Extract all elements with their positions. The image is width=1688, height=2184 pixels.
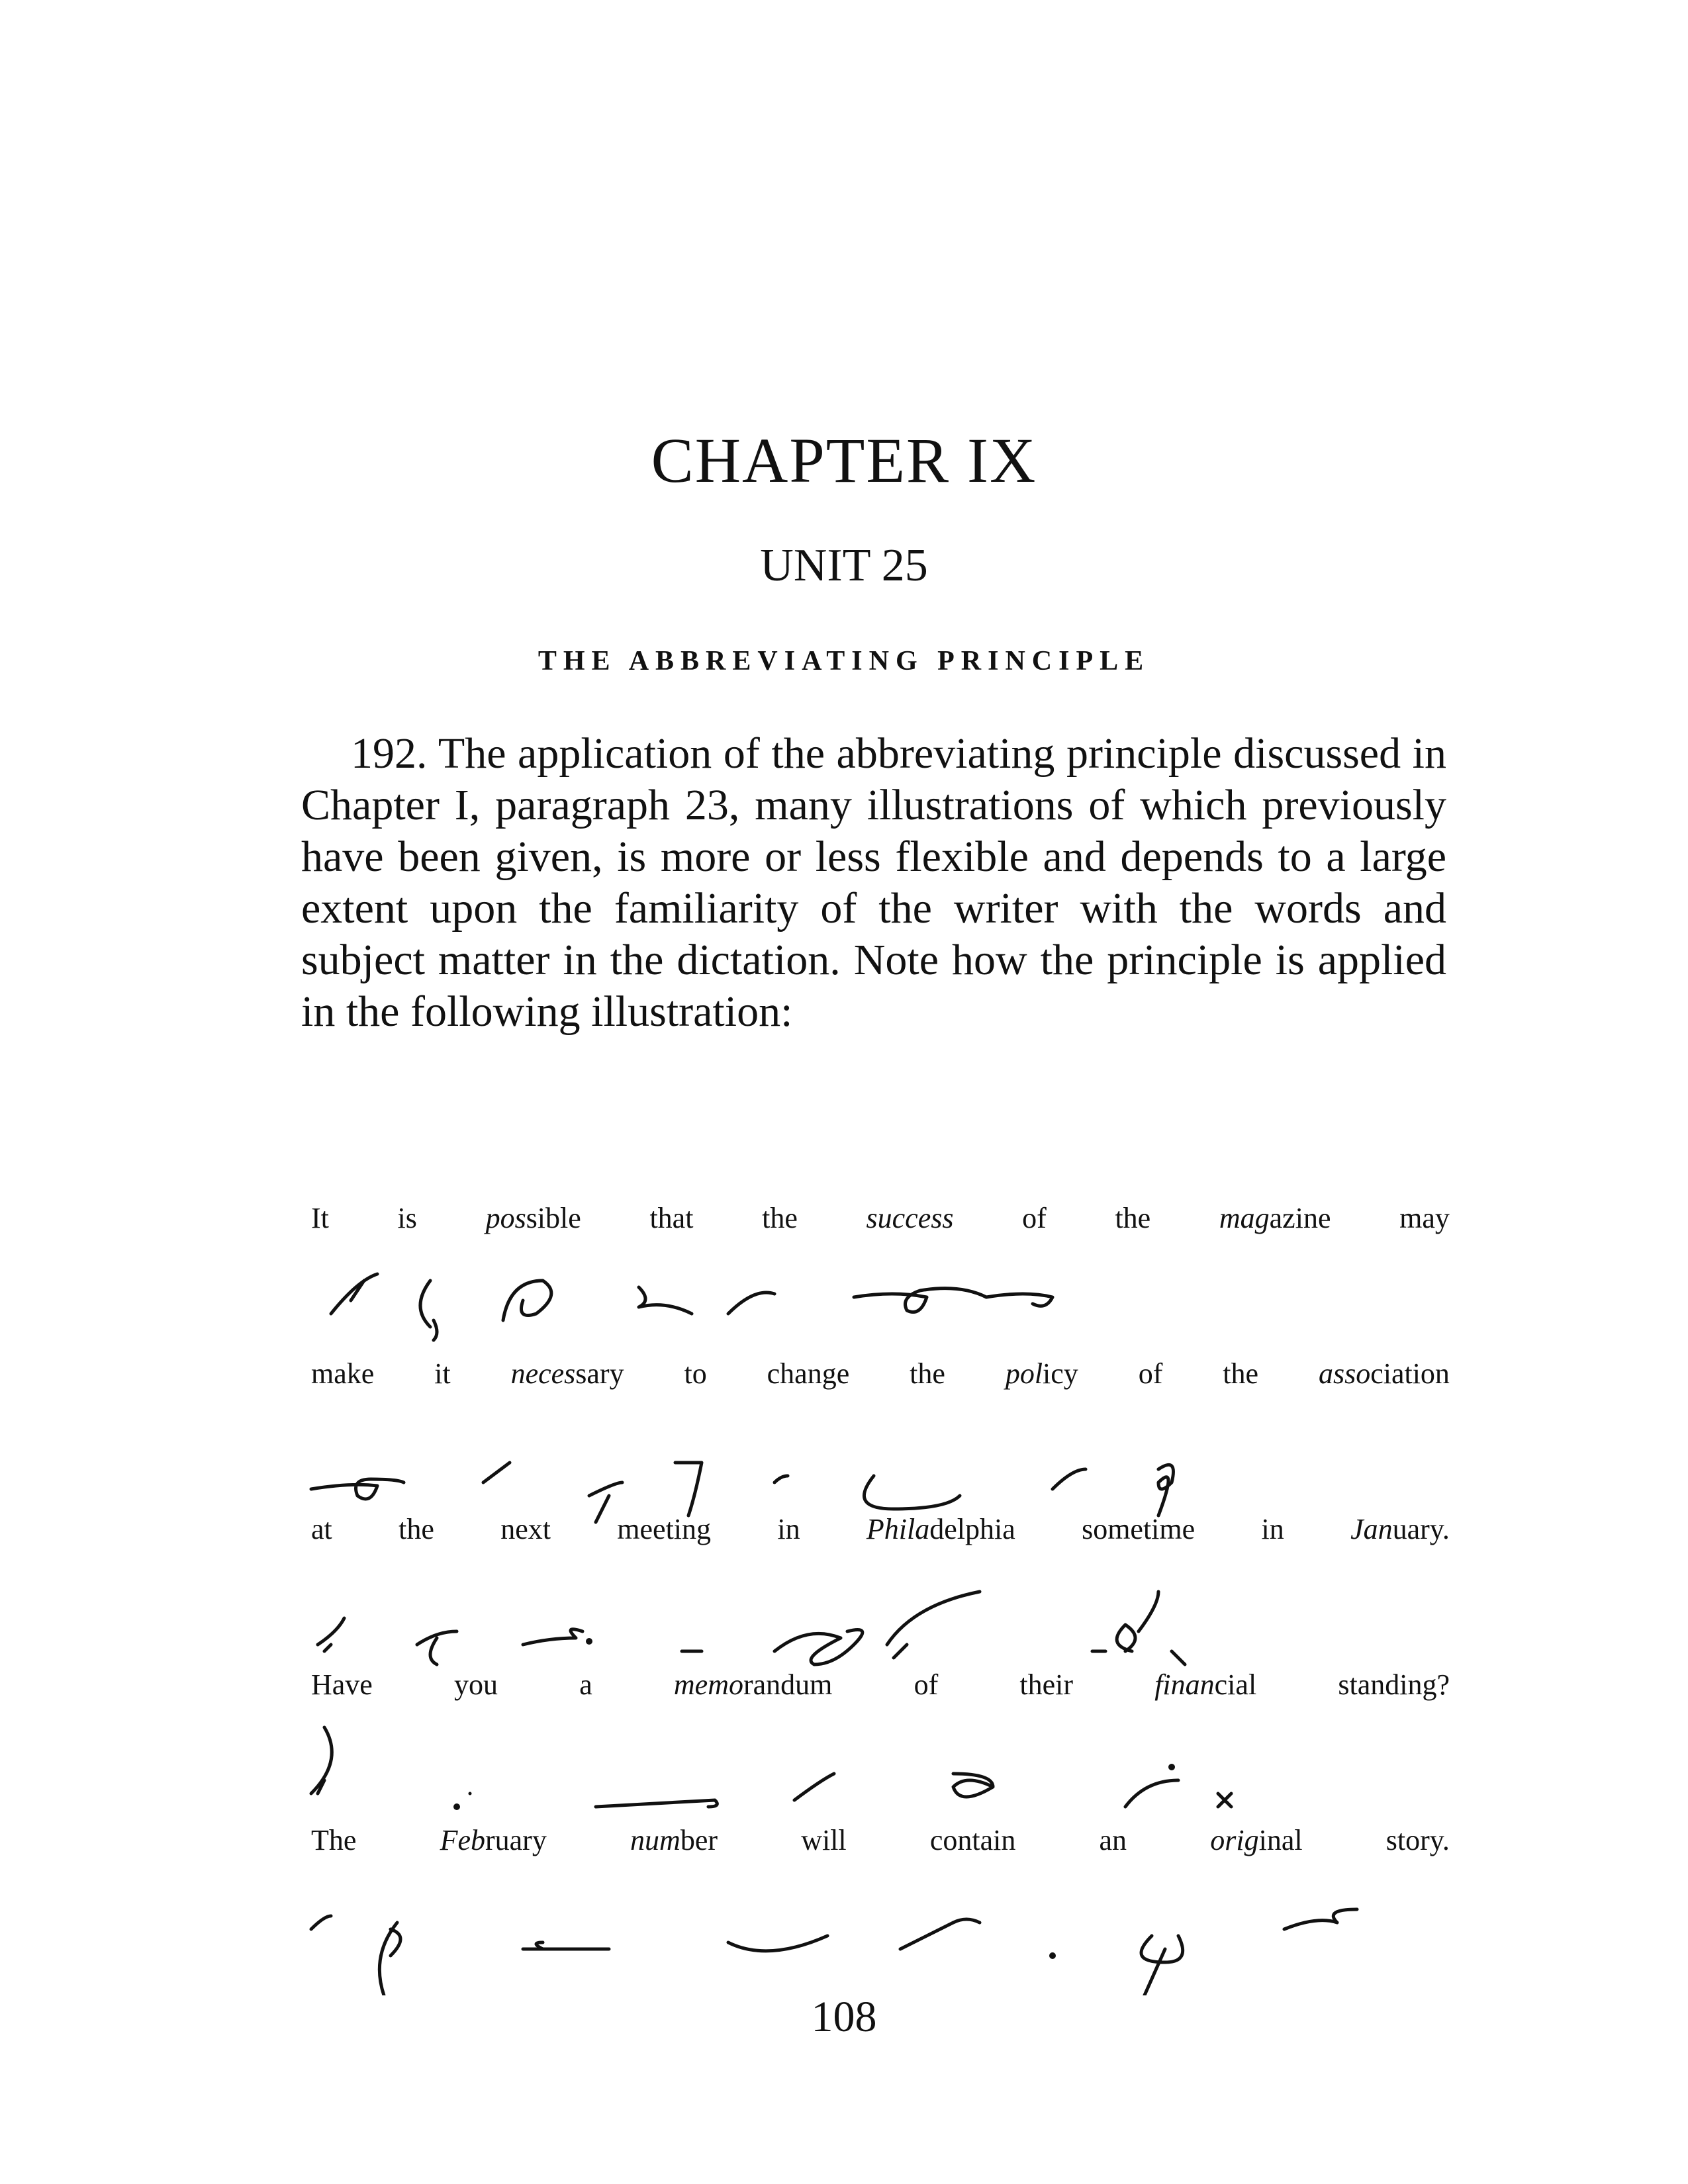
illustration-word bbox=[434, 1357, 450, 1390]
illustration-word bbox=[684, 1357, 707, 1390]
illustration-word-plain: sary bbox=[575, 1357, 624, 1390]
illustration-word bbox=[486, 1201, 581, 1235]
shorthand-outline bbox=[986, 1294, 1053, 1306]
shorthand-outline bbox=[1139, 1936, 1183, 1995]
shorthand-outline bbox=[1125, 1780, 1178, 1807]
page-number: 108 bbox=[811, 1993, 877, 2041]
illustration-word-plain: It bbox=[311, 1202, 329, 1234]
illustration-word bbox=[1115, 1201, 1150, 1235]
illustration-word bbox=[399, 1512, 434, 1546]
illustration-word-plain: randum bbox=[743, 1668, 833, 1701]
illustration-word-plain: the bbox=[762, 1202, 798, 1234]
illustration-word bbox=[1399, 1201, 1450, 1235]
illustration-word bbox=[1022, 1201, 1047, 1235]
illustration-word-italic: Feb bbox=[440, 1824, 485, 1856]
shorthand-outline bbox=[1284, 1909, 1357, 1929]
shorthand-outline bbox=[379, 1923, 400, 1995]
illustration-word-italic: success bbox=[866, 1202, 954, 1234]
shorthand-outline bbox=[728, 1936, 827, 1951]
illustration-word-plain: it bbox=[434, 1357, 451, 1390]
shorthand-outline bbox=[311, 1479, 404, 1499]
illustration-word bbox=[1019, 1668, 1073, 1702]
shorthand-outline-row bbox=[305, 1396, 1456, 1529]
shorthand-outline bbox=[417, 1631, 457, 1664]
shorthand-outline-row bbox=[305, 1552, 1456, 1684]
illustration-word bbox=[1100, 1823, 1127, 1857]
shorthand-outline bbox=[1092, 1592, 1158, 1651]
shorthand-outline bbox=[311, 1916, 331, 1929]
illustration-word-plain: their bbox=[1019, 1668, 1074, 1701]
shorthand-outline bbox=[596, 1800, 717, 1807]
illustration-word bbox=[914, 1668, 939, 1702]
illustration-word-plain: The bbox=[311, 1824, 357, 1856]
shorthand-outline bbox=[774, 1630, 863, 1665]
illustration-word bbox=[311, 1512, 332, 1546]
illustration-word bbox=[1338, 1668, 1450, 1702]
illustration-word-plain: of bbox=[914, 1668, 939, 1701]
shorthand-outline bbox=[1053, 1469, 1086, 1489]
shorthand-outline bbox=[311, 1727, 332, 1794]
paragraph-192 bbox=[301, 728, 1446, 1038]
illustration-word-plain: ruary bbox=[485, 1824, 547, 1856]
shorthand-outline bbox=[483, 1463, 510, 1482]
illustration-word-plain: of bbox=[1022, 1202, 1047, 1234]
illustration-word-plain: in bbox=[777, 1513, 800, 1545]
illustration-word bbox=[1154, 1668, 1256, 1702]
shorthand-outline bbox=[854, 1289, 986, 1312]
shorthand-outline bbox=[420, 1281, 437, 1340]
illustration-word bbox=[801, 1823, 846, 1857]
shorthand-outline bbox=[887, 1592, 980, 1658]
illustration-word-plain: that bbox=[649, 1202, 694, 1234]
illustration-word-italic: finan bbox=[1154, 1668, 1215, 1701]
illustration-word-italic: Jan bbox=[1350, 1513, 1393, 1545]
shorthand-outline bbox=[794, 1774, 834, 1800]
shorthand-dot bbox=[1049, 1952, 1056, 1959]
illustration-word-italic: memo bbox=[673, 1668, 743, 1701]
shorthand-outline bbox=[639, 1287, 692, 1314]
paragraph-number: 192. bbox=[351, 729, 428, 778]
illustration-word-italic: mag bbox=[1219, 1202, 1270, 1234]
shorthand-outline bbox=[503, 1281, 551, 1320]
section-title: THE ABBREVIATING PRINCIPLE bbox=[538, 646, 1150, 676]
illustration-word bbox=[454, 1668, 498, 1702]
illustration-word-plain: is bbox=[397, 1202, 417, 1234]
illustration-word bbox=[579, 1668, 592, 1702]
illustration-word-plain: of bbox=[1138, 1357, 1163, 1390]
shorthand-outline bbox=[523, 1629, 583, 1645]
illustration-word-plain: sometime bbox=[1082, 1513, 1196, 1545]
illustration-word-italic: asso bbox=[1318, 1357, 1371, 1390]
illustration-word bbox=[1006, 1357, 1078, 1390]
illustration-word bbox=[867, 1201, 954, 1235]
illustration-word-plain: the bbox=[1223, 1357, 1259, 1390]
illustration-word-italic: num bbox=[630, 1824, 680, 1856]
illustration-word-italic: orig bbox=[1210, 1824, 1259, 1856]
illustration-word-plain: icy bbox=[1043, 1357, 1078, 1390]
illustration-word-plain: in bbox=[1261, 1513, 1284, 1545]
shorthand-outline-row bbox=[305, 1863, 1456, 1995]
shorthand-outline bbox=[1158, 1465, 1174, 1516]
illustration-word bbox=[1223, 1357, 1258, 1390]
illustration-word-plain: uary. bbox=[1392, 1513, 1450, 1545]
illustration-word-plain: ciation bbox=[1370, 1357, 1450, 1390]
illustration-word-plain: contain bbox=[929, 1824, 1016, 1856]
illustration-word bbox=[930, 1823, 1016, 1857]
shorthand-outline bbox=[318, 1618, 344, 1651]
illustration-word-plain: Have bbox=[311, 1668, 373, 1701]
illustration-word bbox=[1262, 1512, 1284, 1546]
illustration-word-plain: ber bbox=[680, 1824, 718, 1856]
illustration-word bbox=[311, 1357, 374, 1390]
shorthand-outline bbox=[774, 1476, 788, 1482]
illustration-word-italic: pos bbox=[485, 1202, 526, 1234]
illustration-word-plain: inal bbox=[1258, 1824, 1303, 1856]
illustration-word bbox=[1210, 1823, 1302, 1857]
shorthand-outline bbox=[1218, 1794, 1231, 1807]
illustration-word-plain: azine bbox=[1269, 1202, 1331, 1234]
illustration-word-plain: may bbox=[1399, 1202, 1450, 1234]
paragraph-text: The application of the abbreviating principle discussed in Chapter I, paragraph 23, many illustrations of which previously have been given, is more or less flexible and depends to a large extent upon the familiarity of the writer with the words and subject matter in the dictation. Note how the principle is applied in the following illustration: bbox=[301, 729, 1446, 1036]
illustration-word-plain: delphia bbox=[929, 1513, 1015, 1545]
illustration-word-plain: at bbox=[311, 1513, 332, 1545]
illustration-word bbox=[1350, 1512, 1450, 1546]
illustration-word-plain: sible bbox=[526, 1202, 581, 1234]
illustration-word bbox=[511, 1357, 624, 1390]
illustration-word-plain: story. bbox=[1385, 1824, 1450, 1856]
illustration-word-plain: the bbox=[1115, 1202, 1151, 1234]
illustration-word-plain: next bbox=[500, 1513, 551, 1545]
illustration-word-plain: to bbox=[684, 1357, 707, 1390]
illustration-word-plain: make bbox=[311, 1357, 375, 1390]
illustration-word-plain: meeting bbox=[617, 1513, 712, 1545]
illustration-word-italic: neces bbox=[510, 1357, 576, 1390]
shorthand-outline bbox=[864, 1476, 960, 1509]
illustration-word bbox=[440, 1823, 547, 1857]
shorthand-dot bbox=[586, 1638, 592, 1645]
illustration-word bbox=[500, 1512, 551, 1546]
shorthand-outline-row bbox=[305, 1707, 1456, 1840]
shorthand-outline bbox=[953, 1774, 993, 1797]
illustration-word-plain: a bbox=[579, 1668, 592, 1701]
unit-title: UNIT 25 bbox=[760, 540, 928, 591]
illustration-word bbox=[1219, 1201, 1331, 1235]
illustration-word bbox=[910, 1357, 945, 1390]
illustration-word-plain: change bbox=[767, 1357, 850, 1390]
illustration-word bbox=[1082, 1512, 1195, 1546]
illustration-word bbox=[867, 1512, 1015, 1546]
illustration-word bbox=[777, 1512, 800, 1546]
illustration-word-plain: the bbox=[910, 1357, 945, 1390]
shorthand-outline bbox=[675, 1463, 702, 1516]
illustration-word bbox=[311, 1823, 356, 1857]
illustration-word bbox=[649, 1201, 693, 1235]
illustration-word bbox=[767, 1357, 850, 1390]
shorthand-outline-row bbox=[305, 1241, 1456, 1373]
shorthand-outline bbox=[331, 1274, 377, 1314]
shorthand-outline bbox=[900, 1919, 980, 1949]
illustration-word bbox=[1139, 1357, 1163, 1390]
illustration-word bbox=[1319, 1357, 1450, 1390]
illustration-word-plain: the bbox=[399, 1513, 434, 1545]
shorthand-dot bbox=[1168, 1764, 1175, 1770]
illustration-word bbox=[762, 1201, 798, 1235]
illustration-word bbox=[674, 1668, 833, 1702]
illustration-word-plain: an bbox=[1099, 1824, 1127, 1856]
illustration-word-italic: Phila bbox=[866, 1513, 930, 1545]
shorthand-outline bbox=[728, 1293, 774, 1314]
illustration-word bbox=[630, 1823, 718, 1857]
illustration-word-plain: will bbox=[801, 1824, 847, 1856]
shorthand-outline bbox=[523, 1942, 609, 1949]
chapter-title: CHAPTER IX bbox=[651, 425, 1037, 496]
illustration-word-plain: standing? bbox=[1338, 1668, 1450, 1701]
illustration-word-italic: pol bbox=[1005, 1357, 1043, 1390]
illustration-word bbox=[311, 1201, 329, 1235]
illustration-word bbox=[398, 1201, 417, 1235]
illustration-word bbox=[617, 1512, 711, 1546]
illustration-word bbox=[311, 1668, 373, 1702]
illustration-word-plain: you bbox=[454, 1668, 498, 1701]
shorthand-outline bbox=[1172, 1651, 1185, 1664]
illustration-word-plain: cial bbox=[1214, 1668, 1257, 1701]
shorthand-dot bbox=[453, 1803, 460, 1810]
illustration-word bbox=[1386, 1823, 1450, 1857]
